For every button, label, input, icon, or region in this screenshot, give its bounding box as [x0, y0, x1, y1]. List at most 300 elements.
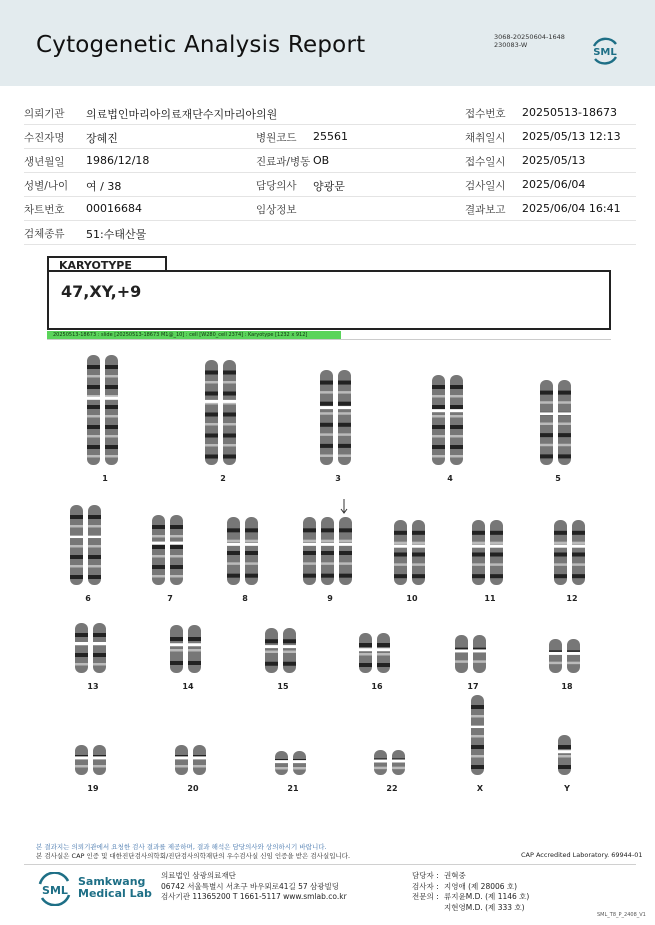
- chromosome-band: [450, 435, 463, 438]
- signers: [412, 871, 529, 913]
- centromere: [393, 545, 408, 548]
- chromosome-band: [338, 454, 351, 457]
- footer-divider: [24, 864, 636, 865]
- chromosome-band: [152, 525, 165, 529]
- chromosome-band: [540, 454, 553, 458]
- chromosome-band: [339, 574, 352, 578]
- centromere: [553, 545, 568, 548]
- chromosome-band: [227, 562, 240, 565]
- chromosome-band: [558, 745, 571, 749]
- chromosome-band: [320, 444, 333, 448]
- info-row: [24, 124, 636, 149]
- info-value: 20250513-18673: [522, 106, 617, 119]
- chromosome-band: [540, 433, 553, 437]
- chromosome-band: [105, 365, 118, 369]
- chromosome-band: [572, 574, 585, 578]
- chromosome-band: [339, 540, 352, 543]
- chromosome-band: [93, 633, 106, 637]
- chromosome-pair: [74, 623, 107, 673]
- chromosome-band: [338, 381, 351, 385]
- chromosome-band: [170, 525, 183, 529]
- chromosome-band: [223, 444, 236, 447]
- chromosome-band: [75, 653, 88, 657]
- chromosome-band: [205, 381, 218, 384]
- chromosome-band: [472, 563, 485, 566]
- chromosome-band: [432, 415, 445, 418]
- chromosome-band: [265, 662, 278, 666]
- chromosome-band: [412, 542, 425, 545]
- chromosome-label: 22: [386, 784, 398, 793]
- chromosome-band: [339, 562, 352, 565]
- chromosome-label: 6: [85, 594, 91, 603]
- centromere: [174, 756, 189, 759]
- chromosome-pair: [358, 633, 391, 673]
- chromosome-label: 5: [555, 474, 561, 483]
- org-address: 06742 서울특별시 서초구 바우뫼로41길 57 삼광빌딩: [161, 881, 340, 891]
- centromere: [74, 756, 89, 759]
- chromosome-band: [338, 412, 351, 415]
- chromosome-band: [558, 755, 571, 758]
- chromosome-band: [223, 381, 236, 384]
- chromosome-band: [223, 413, 236, 417]
- chromosome-band: [152, 545, 165, 549]
- centromere: [92, 756, 107, 759]
- karyotype-result-box: [47, 270, 611, 330]
- chromosome-band: [105, 425, 118, 429]
- chromosome-band: [558, 401, 571, 404]
- signer-row: [412, 903, 529, 914]
- info-row: [24, 148, 636, 173]
- chromosome-band: [540, 423, 553, 426]
- centromere: [489, 545, 504, 548]
- chromosome-band: [432, 445, 445, 449]
- report-header: [0, 0, 655, 86]
- chromosome: [75, 745, 88, 775]
- chromosome-band: [472, 542, 485, 545]
- cap-accreditation: CAP Accredited Laboratory. 69944-01: [521, 851, 643, 859]
- chromosome-band: [558, 444, 571, 447]
- document-id-line2: 230083-W: [494, 41, 528, 49]
- footer-notes: [36, 843, 350, 861]
- info-label: 검사일시: [465, 180, 506, 192]
- info-value: 2025/05/13: [522, 154, 586, 167]
- centromere: [74, 642, 89, 645]
- centromere: [376, 648, 391, 651]
- centromere: [470, 725, 485, 728]
- chromosome-band: [265, 639, 278, 643]
- chromosome-band: [572, 542, 585, 545]
- chromosome-band: [471, 705, 484, 709]
- centromere: [338, 543, 353, 546]
- chromosome-band: [450, 425, 463, 429]
- signer-row: [412, 871, 529, 882]
- chromosome-band: [275, 767, 288, 770]
- chromosome-band: [303, 540, 316, 543]
- chromosome-band: [554, 563, 567, 566]
- chromosome-band: [205, 423, 218, 426]
- centromere: [557, 750, 572, 753]
- centromere: [449, 409, 464, 412]
- org-contact: 검사기관 11365200 T 1661-5117 www.smlab.co.kr: [161, 892, 347, 901]
- centromere: [192, 756, 207, 759]
- chromosome-band: [105, 445, 118, 449]
- chromosome-pair: [69, 505, 102, 585]
- info-label: 임상정보: [256, 204, 297, 216]
- chromosome-band: [170, 565, 183, 569]
- chromosome-band: [432, 405, 445, 409]
- chromosome-band: [450, 415, 463, 418]
- chromosome-label: Y: [564, 784, 570, 793]
- chromosome-band: [245, 551, 258, 555]
- centromere: [548, 652, 563, 655]
- chromosome: [93, 745, 106, 775]
- chromosome-label: 13: [87, 682, 99, 691]
- chromosome-band: [105, 415, 118, 418]
- chromosome-band: [412, 553, 425, 557]
- centromere: [169, 542, 184, 545]
- chromosome-band: [339, 551, 352, 555]
- info-value: 의료법인마리아의료재단수지마리아의원: [86, 108, 278, 121]
- chromosome-pair: [169, 625, 202, 673]
- chromosome-band: [223, 423, 236, 426]
- chromosome-band: [572, 563, 585, 566]
- chromosome-band: [549, 662, 562, 665]
- chromosome-band: [105, 435, 118, 438]
- signer-name: 류지윤M.D. (제 1146 호): [444, 892, 530, 901]
- chromosome-band: [450, 455, 463, 458]
- centromere: [431, 409, 446, 412]
- centromere: [337, 406, 352, 409]
- chromosome-band: [338, 423, 351, 427]
- info-row: [24, 196, 636, 221]
- chromosome: [193, 745, 206, 775]
- chromosome-band: [170, 637, 183, 641]
- chromosome-band: [188, 649, 201, 652]
- centromere: [87, 535, 102, 538]
- chromosome-band: [152, 575, 165, 578]
- chromosome-band: [70, 515, 83, 519]
- chromosome-band: [227, 528, 240, 532]
- chromosome-band: [554, 574, 567, 578]
- chromosome-band: [75, 663, 88, 666]
- chromosome-band: [75, 633, 88, 637]
- centromere: [282, 645, 297, 648]
- chromosome-pair: [226, 517, 259, 585]
- chromosome-band: [450, 445, 463, 449]
- chromosome-band: [338, 391, 351, 394]
- chromosome-band: [87, 415, 100, 418]
- chromosome-band: [412, 574, 425, 578]
- chromosome-band: [87, 365, 100, 369]
- chromosome-band: [472, 574, 485, 578]
- chromosome-band: [432, 455, 445, 458]
- chromosome-band: [265, 651, 278, 654]
- chromosome-band: [303, 574, 316, 578]
- chromosome-pair: [470, 695, 485, 775]
- centromere: [472, 649, 487, 652]
- centromere: [169, 643, 184, 646]
- chromosome-band: [490, 563, 503, 566]
- chromosome-band: [223, 434, 236, 438]
- chromosome-label: 8: [242, 594, 248, 603]
- info-label: 담당의사: [256, 180, 297, 192]
- chromosome-label: 18: [561, 682, 573, 691]
- company-name: [78, 876, 152, 900]
- centromere: [104, 397, 119, 400]
- chromosome-band: [432, 395, 445, 398]
- chromosome-band: [87, 445, 100, 449]
- chromosome-band: [540, 444, 553, 447]
- chromosome: [175, 745, 188, 775]
- chromosome-pair: [86, 355, 119, 465]
- chromosome-band: [170, 575, 183, 578]
- chromosome-band: [152, 555, 165, 558]
- chromosome-band: [188, 661, 201, 665]
- chromosome-pair: [274, 751, 307, 775]
- sml-logo-icon: [589, 35, 621, 67]
- info-label: 병원코드: [256, 132, 297, 144]
- footer-logo-text: SML: [42, 884, 68, 897]
- chromosome: [455, 635, 468, 673]
- chromosome-band: [303, 551, 316, 555]
- chromosome-band: [471, 745, 484, 749]
- chromosome-band: [412, 563, 425, 566]
- chromosome-band: [193, 765, 206, 768]
- info-value: 25561: [313, 130, 348, 143]
- chromosome-band: [473, 660, 486, 663]
- chromosome-band: [377, 653, 390, 656]
- chromosome-band: [223, 455, 236, 459]
- info-row: [24, 172, 636, 197]
- chromosome-band: [87, 425, 100, 429]
- chromosome-label: 12: [566, 594, 578, 603]
- chromosome-pair: [548, 639, 581, 673]
- chromosome-band: [188, 637, 201, 641]
- chromosome-band: [540, 391, 553, 395]
- centromere: [69, 535, 84, 538]
- chromosome-band: [472, 531, 485, 535]
- chromosome-band: [227, 574, 240, 578]
- chromosome-band: [93, 765, 106, 768]
- chromosome-band: [359, 653, 372, 656]
- chromosome: [549, 639, 562, 673]
- chromosome-band: [321, 551, 334, 555]
- chromosome-pair: [174, 745, 207, 775]
- document-id-line1: 3068-20250604-1648: [494, 33, 565, 41]
- chromosome-label: 20: [187, 784, 199, 793]
- centromere: [86, 397, 101, 400]
- info-label: 생년월일: [24, 156, 65, 168]
- chromosome-band: [554, 531, 567, 535]
- chromosome-band: [105, 385, 118, 389]
- chromosome-label: X: [476, 784, 484, 793]
- info-label: 성별/나이: [24, 180, 69, 192]
- chromosome-band: [87, 435, 100, 438]
- info-value: 2025/06/04 16:41: [522, 202, 621, 215]
- chromosome-band: [432, 425, 445, 429]
- document-id: [494, 33, 565, 49]
- chromosome-band: [303, 528, 316, 532]
- chromosome-band: [227, 540, 240, 543]
- karyotype-result: 47,XY,+9: [61, 282, 142, 301]
- divider: [47, 339, 611, 340]
- chromosome-band: [450, 395, 463, 398]
- chromosome-band: [283, 639, 296, 643]
- chromosome-band: [490, 574, 503, 578]
- chromosome-band: [339, 528, 352, 532]
- chromosome-band: [105, 455, 118, 458]
- chromosome-band: [472, 553, 485, 557]
- chromosome-band: [490, 542, 503, 545]
- centromere: [151, 542, 166, 545]
- centromere: [264, 645, 279, 648]
- chromosome-band: [432, 435, 445, 438]
- arrow-down-icon: [341, 499, 347, 513]
- chromosome-band: [558, 423, 571, 426]
- chromosome-band: [392, 767, 405, 770]
- chromosome-label: 1: [102, 474, 108, 483]
- logo-text: SML: [593, 47, 617, 58]
- info-label: 의뢰기관: [24, 108, 65, 120]
- chromosome-pair: [204, 360, 237, 465]
- chromosome-band: [338, 444, 351, 448]
- chromosome-label: 19: [87, 784, 99, 793]
- chromosome-band: [105, 375, 118, 378]
- chromosome-band: [320, 423, 333, 427]
- organization-info: [161, 871, 347, 903]
- chromosome-band: [205, 371, 218, 375]
- chromosome-band: [558, 454, 571, 458]
- chromosome-band: [377, 663, 390, 667]
- chromosome-label: 7: [167, 594, 173, 603]
- karyogram: [40, 345, 620, 799]
- centromere: [411, 545, 426, 548]
- chromosome-label: 17: [467, 682, 479, 691]
- info-row: [24, 220, 636, 245]
- chromosome-band: [152, 565, 165, 569]
- chromosome-pair: [74, 745, 107, 775]
- chromosome-band: [471, 715, 484, 718]
- chromosome-band: [558, 391, 571, 395]
- chromosome-band: [338, 433, 351, 436]
- chromosome-pair: [302, 517, 353, 585]
- chromosome-band: [471, 755, 484, 758]
- chromosome-band: [554, 553, 567, 557]
- chromosome-pair: [454, 635, 487, 673]
- chromosome-band: [245, 574, 258, 578]
- chromosome-pair: [319, 370, 352, 465]
- chromosome-band: [394, 563, 407, 566]
- chromosome-band: [558, 765, 571, 769]
- chromosome-pair: [471, 520, 504, 585]
- report-title: Cytogenetic Analysis Report: [36, 32, 366, 58]
- chromosome-band: [320, 454, 333, 457]
- chromosome-pair: [431, 375, 464, 465]
- footer-note-2: 본 검사실은 CAP 인증 및 대한진단검사의학회/진단검사의학재단의 우수검사실 신임 인증을 받은 검사실입니다.: [36, 852, 351, 860]
- chromosome: [473, 635, 486, 673]
- info-label: 수진자명: [24, 132, 65, 144]
- info-value: 여 / 38: [86, 180, 122, 193]
- centromere: [320, 543, 335, 546]
- chromosome-band: [394, 531, 407, 535]
- karyotype-tab: KARYOTYPE: [47, 256, 167, 270]
- info-value: 2025/05/13 12:13: [522, 130, 621, 143]
- centromere: [471, 545, 486, 548]
- signer-row: [412, 892, 529, 903]
- centromere: [566, 652, 581, 655]
- chromosome-band: [170, 545, 183, 549]
- centromere: [244, 543, 259, 546]
- chromosome-band: [283, 651, 296, 654]
- chromosome-band: [558, 433, 571, 437]
- centromere: [571, 545, 586, 548]
- chromosome-band: [88, 575, 101, 579]
- centromere: [358, 648, 373, 651]
- chromosome-band: [87, 385, 100, 389]
- company-name-line2: Medical Lab: [78, 887, 152, 900]
- chromosome-band: [321, 528, 334, 532]
- chromosome: [567, 639, 580, 673]
- chromosome-band: [412, 531, 425, 535]
- chromosome-band: [223, 392, 236, 396]
- chromosome-band: [303, 562, 316, 565]
- chromosome-band: [223, 371, 236, 375]
- info-value: OB: [313, 154, 330, 167]
- sml-footer-logo-icon: [36, 872, 74, 906]
- chromosome-band: [70, 575, 83, 579]
- chromosome-label: 3: [335, 474, 341, 483]
- signer-name: 지영애 (제 28006 호): [444, 881, 518, 891]
- centromere: [92, 642, 107, 645]
- company-name-line1: Samkwang: [78, 875, 146, 888]
- centromere: [454, 649, 469, 652]
- chromosome-band: [471, 735, 484, 738]
- karyogram-image: [40, 345, 620, 795]
- chromosome-band: [320, 391, 333, 394]
- centromere: [302, 543, 317, 546]
- centromere: [373, 760, 388, 763]
- centromere: [204, 400, 219, 403]
- chromosome-label: 21: [287, 784, 299, 793]
- info-label: 진료과/병동: [256, 156, 311, 168]
- info-label: 검체종류: [24, 228, 65, 240]
- centromere: [222, 400, 237, 403]
- chromosome-pair: [539, 380, 572, 465]
- info-row: [24, 100, 636, 125]
- centromere: [539, 412, 554, 415]
- chromosome-band: [567, 662, 580, 665]
- chromosome-band: [87, 375, 100, 378]
- chromosome-band: [377, 643, 390, 647]
- centromere: [557, 412, 572, 415]
- chromosome-pair: [557, 735, 572, 775]
- chromosome-pair: [264, 628, 297, 673]
- chromosome-band: [320, 402, 333, 406]
- chromosome-band: [374, 767, 387, 770]
- signer-name: 권혁중: [444, 871, 466, 880]
- info-label: 차트번호: [24, 204, 65, 216]
- chromosome-band: [88, 515, 101, 519]
- chromosome-band: [320, 381, 333, 385]
- centromere: [292, 760, 307, 763]
- centromere: [187, 643, 202, 646]
- signer-name: 지현영M.D. (제 333 호): [444, 902, 525, 912]
- form-code: SML_T8_P_2408_V1: [597, 912, 646, 918]
- chromosome-label: 11: [484, 594, 496, 603]
- chromosome-band: [450, 405, 463, 409]
- info-label: 접수번호: [465, 108, 506, 120]
- chromosome-band: [572, 531, 585, 535]
